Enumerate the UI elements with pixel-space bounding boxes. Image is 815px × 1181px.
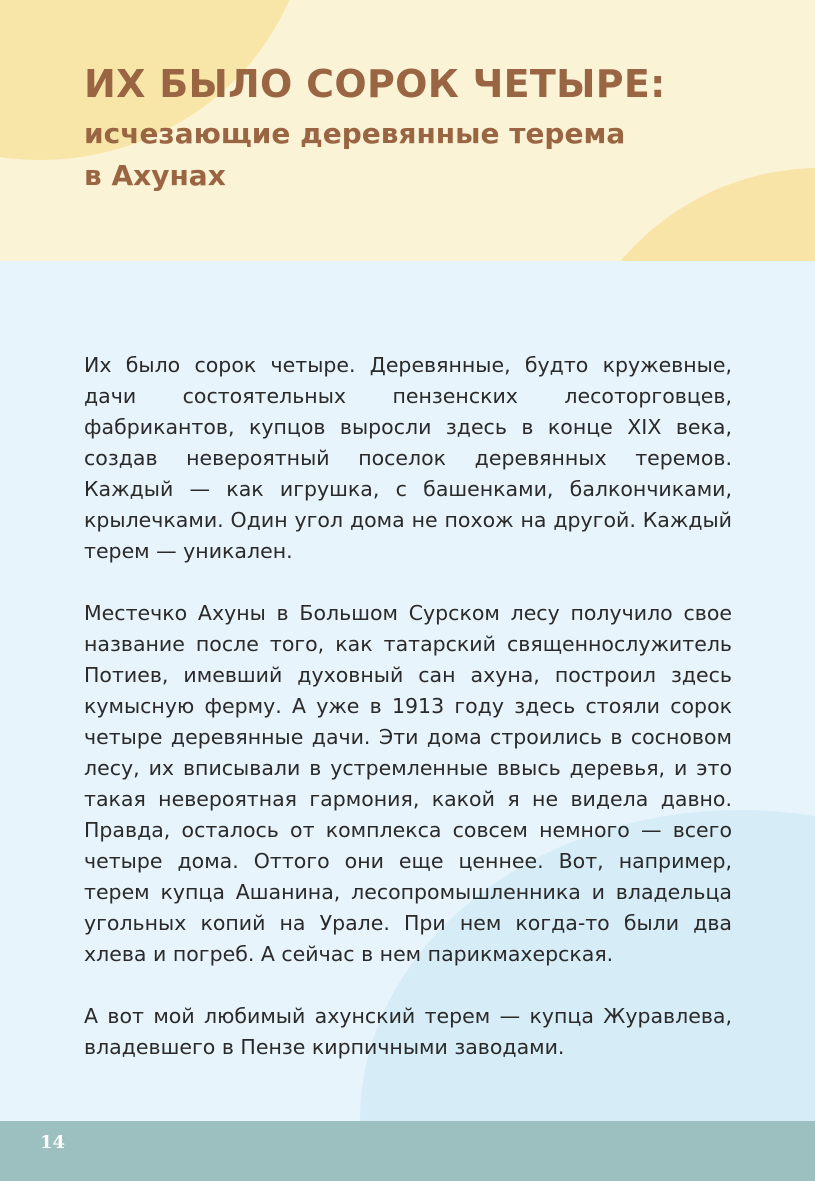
chapter-subtitle: исчезающие деревянные терема в Ахунах bbox=[84, 116, 626, 192]
chapter-heading bbox=[84, 62, 764, 197]
page-number: 14 bbox=[40, 1132, 66, 1153]
article-body bbox=[84, 350, 732, 1094]
chapter-title: ИХ БЫЛО СОРОК ЧЕТЫРЕ: bbox=[84, 62, 666, 106]
footer-band bbox=[0, 1121, 815, 1181]
paragraph: А вот мой любимый ахунский терем — купца Журавлева, владевшего в Пензе кирпичными заводами. bbox=[84, 1004, 732, 1059]
paragraph: Их было сорок четыре. Деревянные, будто кружевные, дачи состоятельных пензенских лесоторговцев, фабрикантов, купцов выросли здесь в конце XIX века, создав невероятный поселок деревянных теремов. Каждый — как игрушка, с башенками, балкончиками, крылечками. Один угол дома не похож на другой. Каждый терем — уникален. bbox=[84, 353, 732, 563]
paragraph: Местечко Ахуны в Большом Сурском лесу получило свое название после того, как татарский священнослужитель Потиев, имевший духовный сан ахуна, построил здесь кумысную ферму. А уже в 1913 году здесь стояли сорок четыре деревянные дачи. Эти дома строились в сосновом лесу, их вписывали в устремленные ввысь деревья, и это такая невероятная гармония, какой я не видела давно. Правда, осталось от комплекса совсем немного — всего четыре дома. Оттого они еще ценнее. Вот, например, терем купца Ашанина, лесопромышленника и владельца угольных копий на Урале. При нем когда-то были два хлева и погреб. А сейчас в нем парикмахерская. bbox=[84, 601, 732, 966]
